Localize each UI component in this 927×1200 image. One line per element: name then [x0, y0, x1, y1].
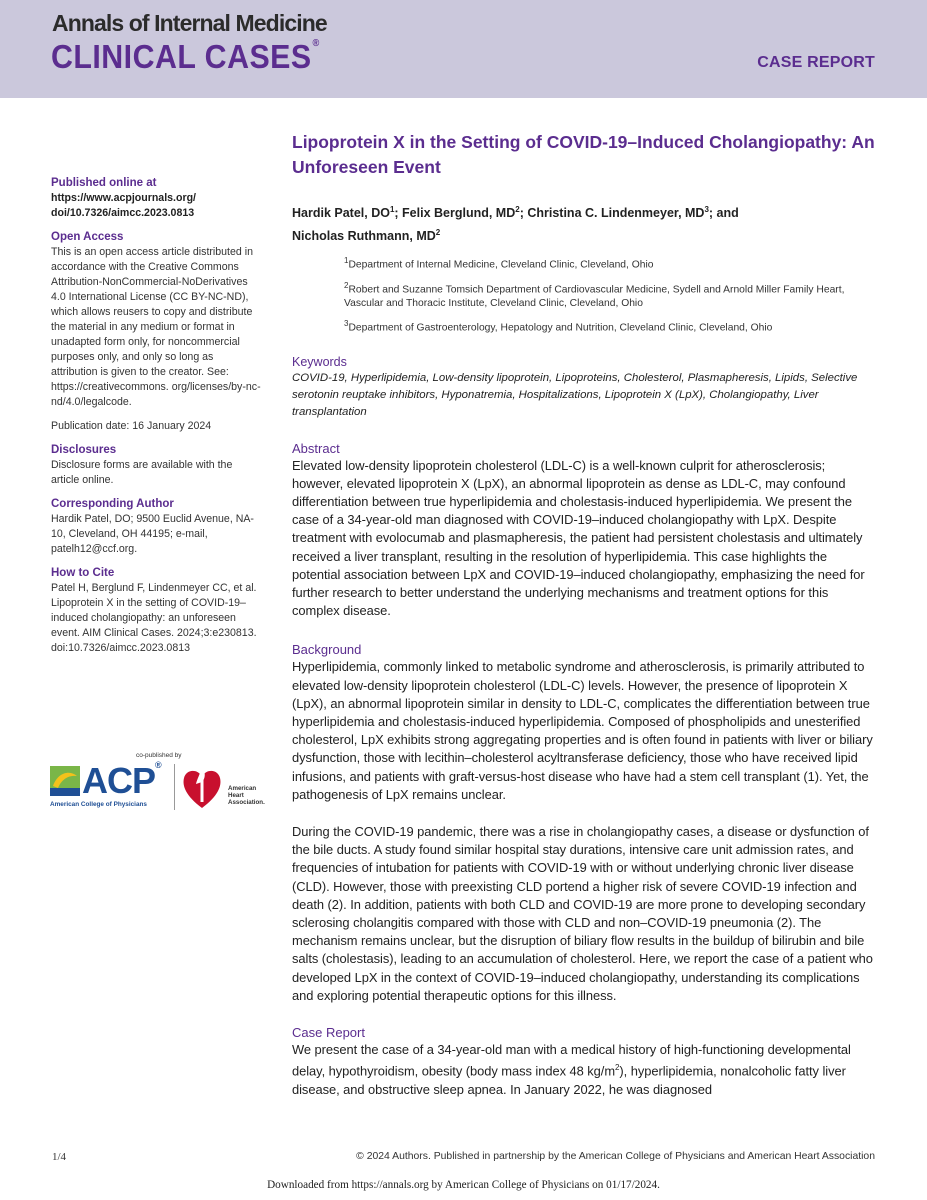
- case-text-end: ), hyperlipidemia, nonalcoholic fatty liver disease, and obstructive sleep apnea. In January 2022, he was diagnosed: [292, 1063, 846, 1097]
- acp-letters: ACP: [82, 760, 156, 801]
- how-to-cite-label: How to Cite: [51, 567, 115, 579]
- affiliation: [344, 254, 877, 272]
- article-title: Lipoprotein X in the Setting of COVID-19–Induced Cholangiopathy: An Unforeseen Event: [292, 132, 875, 177]
- disclosures-text: Disclosure forms are available with the article online.: [51, 459, 233, 486]
- open-access-label: Open Access: [51, 231, 124, 243]
- disclosures-label: Disclosures: [51, 444, 117, 456]
- affiliation-number: 2: [344, 280, 349, 290]
- copublished-label: co-published by: [136, 752, 182, 759]
- aha-line-3: Association.: [228, 799, 265, 806]
- aha-name: [228, 785, 265, 806]
- journal-name-main-text: CLINICAL CASES: [51, 38, 312, 75]
- aha-line-1: American: [228, 785, 257, 792]
- affiliation-text: Department of Gastroenterology, Hepatology and Nutrition, Cleveland Clinic, Cleveland, Ohio: [348, 322, 773, 334]
- background-paragraph-1: Hyperlipidemia, commonly linked to metabolic syndrome and atherosclerosis, is primarily attributed to elevated low-density lipoprotein cholesterol (LDL-C) levels. However, the presence of lipoprotein X (LpX), an abnormal lipoprotein similar in density to LDL-C, complicates the differentiation between true hyperlipidemia and cholestasis-induced hyperlipidemia. Composed of phospholipids and unesterified cholesterol, LpX exhibits strong aggregating properties and is often found in patients with liver or biliary dysfunction, those with lecithin–cholesterol acyltransferase deficiency, those who have received lipid infusions, and patients with graft-versus-host disease who have had a stem cell transplant (1). Yet, the pathogenesis of LpX remains unclear.: [292, 659, 873, 802]
- open-access-text: This is an open access article distributed in accordance with the Creative Commons Attribution-NonCommercial-NoDerivatives 4.0 International License (CC BY-NC-ND), which allows reusers to copy and distribute the material in any medium or format in unadapted form only, for noncommercial purposes only, and only so long as attribution is given to the creator. See: https://creativecommons. org/licenses/by-nc-nd/4.0/legalcode.: [51, 246, 261, 408]
- how-to-cite-section: [51, 566, 261, 656]
- logo-divider: [174, 764, 175, 810]
- author-separator: ; and: [708, 206, 739, 221]
- aha-line-2: Heart: [228, 792, 244, 799]
- author-separator: ;: [394, 206, 403, 221]
- keywords-label: Keywords: [292, 354, 347, 369]
- background-label: Background: [292, 642, 362, 658]
- author-affiliation-number: 1: [389, 205, 395, 214]
- corresponding-label: Corresponding Author: [51, 498, 174, 510]
- journal-name-main: [51, 38, 320, 76]
- aha-heart-torch-icon: [180, 762, 224, 812]
- copyright-line: © 2024 Authors. Published in partnership by the American College of Physicians and American Heart Association: [356, 1151, 875, 1162]
- case-report-paragraph: [292, 1041, 877, 1099]
- disclosures-section: [51, 443, 261, 488]
- copublisher-logos: [50, 752, 270, 822]
- author-name: Nicholas Ruthmann, MD: [292, 229, 436, 244]
- affiliation: [344, 317, 877, 335]
- section-tag: CASE REPORT: [757, 54, 875, 71]
- author-list: [292, 200, 877, 246]
- background-section: [292, 641, 877, 1005]
- corresponding-section: [51, 497, 261, 557]
- author-name: Christina C. Lindenmeyer, MD: [527, 206, 705, 221]
- published-label: Published online at: [51, 177, 157, 189]
- registered-mark: ®: [312, 38, 320, 49]
- corresponding-text: Hardik Patel, DO; 9500 Euclid Avenue, NA-10, Cleveland, OH 44195; e-mail, patelh12@ccf.org.: [51, 513, 254, 555]
- article-main: [292, 130, 877, 1099]
- affiliation-number: 3: [344, 319, 349, 329]
- case-superscript: 2: [615, 1063, 620, 1073]
- author-name: Hardik Patel, DO: [292, 206, 390, 221]
- author-separator: ;: [519, 206, 528, 221]
- acp-full-name: American College of Physicians: [50, 801, 147, 808]
- open-access-section: [51, 230, 261, 410]
- author-name: Felix Berglund, MD: [402, 206, 516, 221]
- acp-registered: ®: [155, 760, 161, 770]
- case-report-label: Case Report: [292, 1025, 365, 1041]
- author-affiliation-number: 2: [515, 205, 520, 214]
- page-number: 1/4: [52, 1151, 67, 1163]
- publication-date-section: [51, 419, 261, 434]
- abstract-text: Elevated low-density lipoprotein cholesterol (LDL-C) is a well-known culprit for atherosclerosis; however, elevated lipoprotein X (LpX), an abnormal lipoprotein as dense as LDL-C, may confound differentiation between true hyperlipidemia and cholestasis-induced hyperlipidemia. We present the case of a 34-year-old man diagnosed with COVID-19–induced cholangiopathy with LpX. Despite treatment with evolocumab and plasmapheresis, the patient had persistent cholestasis and ultimately received a liver transplant, resulting in the resolution of hyperlipidemia. This case highlights the potential association between LpX and COVID-19–induced cholangiopathy, emphasizing the need for further research to better understand the underlying mechanisms and treatment options for this complex disease.: [292, 457, 865, 619]
- publication-date: Publication date: 16 January 2024: [51, 420, 212, 432]
- acp-logo-text: [82, 760, 161, 802]
- affiliation-list: [344, 254, 877, 335]
- author-affiliation-number: 3: [704, 205, 709, 214]
- journal-name-top: Annals of Internal Medicine: [52, 10, 327, 36]
- affiliation: [344, 279, 877, 311]
- affiliation-text: Department of Internal Medicine, Cleveland Clinic, Cleveland, Ohio: [348, 259, 654, 271]
- abstract-label: Abstract: [292, 440, 340, 456]
- case-text-start: We present the case of a 34-year-old man with a medical history of high-functioning developmental delay, hypothyroidism, obesity (body mass index 48 kg/m: [292, 1042, 851, 1079]
- keywords-text: COVID-19, Hyperlipidemia, Low-density lipoprotein, Lipoproteins, Cholesterol, Plasmapheresis, Lipids, Selective serotonin reuptake inhibitors, Hyponatremia, Hospitalizations, Lipoprotein X (LpX), Cholangiopathy, Liver transplantation: [292, 371, 858, 418]
- published-link[interactable]: https://www.acpjournals.org/ doi/10.7326/aimcc.2023.0813: [51, 192, 196, 219]
- affiliation-text: Robert and Suzanne Tomsich Department of Cardiovascular Medicine, Sydell and Arnold Miller Family Heart, Vascular and Thoracic Institute, Cleveland Clinic, Cleveland, Ohio: [344, 284, 845, 310]
- article-info-sidebar: [51, 176, 261, 665]
- background-paragraph-2: During the COVID-19 pandemic, there was a rise in cholangiopathy cases, a disease or dysfunction of the bile ducts. A study found similar hospital stay durations, intensive care unit admission rates, and frequencies of intubation for patients with COVID-19 with or without underlying chronic liver disease (CLD). However, those with preexisting CLD portend a higher risk of severe COVID-19 infection and death (2). In addition, patients with both CLD and COVID-19 are more prone to developing secondary sclerosing cholangitis compared with those with CLD and non–COVID-19 pneumonia (2). The mechanism remains unclear, but the disruption of biliary flow results in the buildup of bilirubin and bile salts (cholestasis), leading to an accumulation of cholesterol. Here, we report the case of a patient who developed LpX in the context of COVID-19–induced cholangiopathy, understanding its complications and exploring potential therapeutic options for this illness.: [292, 824, 873, 1003]
- author-affiliation-number: 2: [435, 228, 441, 238]
- affiliation-number: 1: [344, 256, 349, 266]
- case-report-section: [292, 1024, 877, 1099]
- journal-header: [0, 0, 927, 98]
- published-section: [51, 176, 261, 221]
- acp-logo-icon: [50, 766, 80, 796]
- download-notice: Downloaded from https://annals.org by American College of Physicians on 01/17/2024.: [267, 1179, 660, 1191]
- how-to-cite-text: Patel H, Berglund F, Lindenmeyer CC, et al. Lipoprotein X in the setting of COVID-19–induced cholangiopathy: an unforeseen event. AIM Clinical Cases. 2024;3:e230813. doi:10.7326/aimcc.2023.0813: [51, 582, 257, 654]
- abstract-section: [292, 440, 877, 621]
